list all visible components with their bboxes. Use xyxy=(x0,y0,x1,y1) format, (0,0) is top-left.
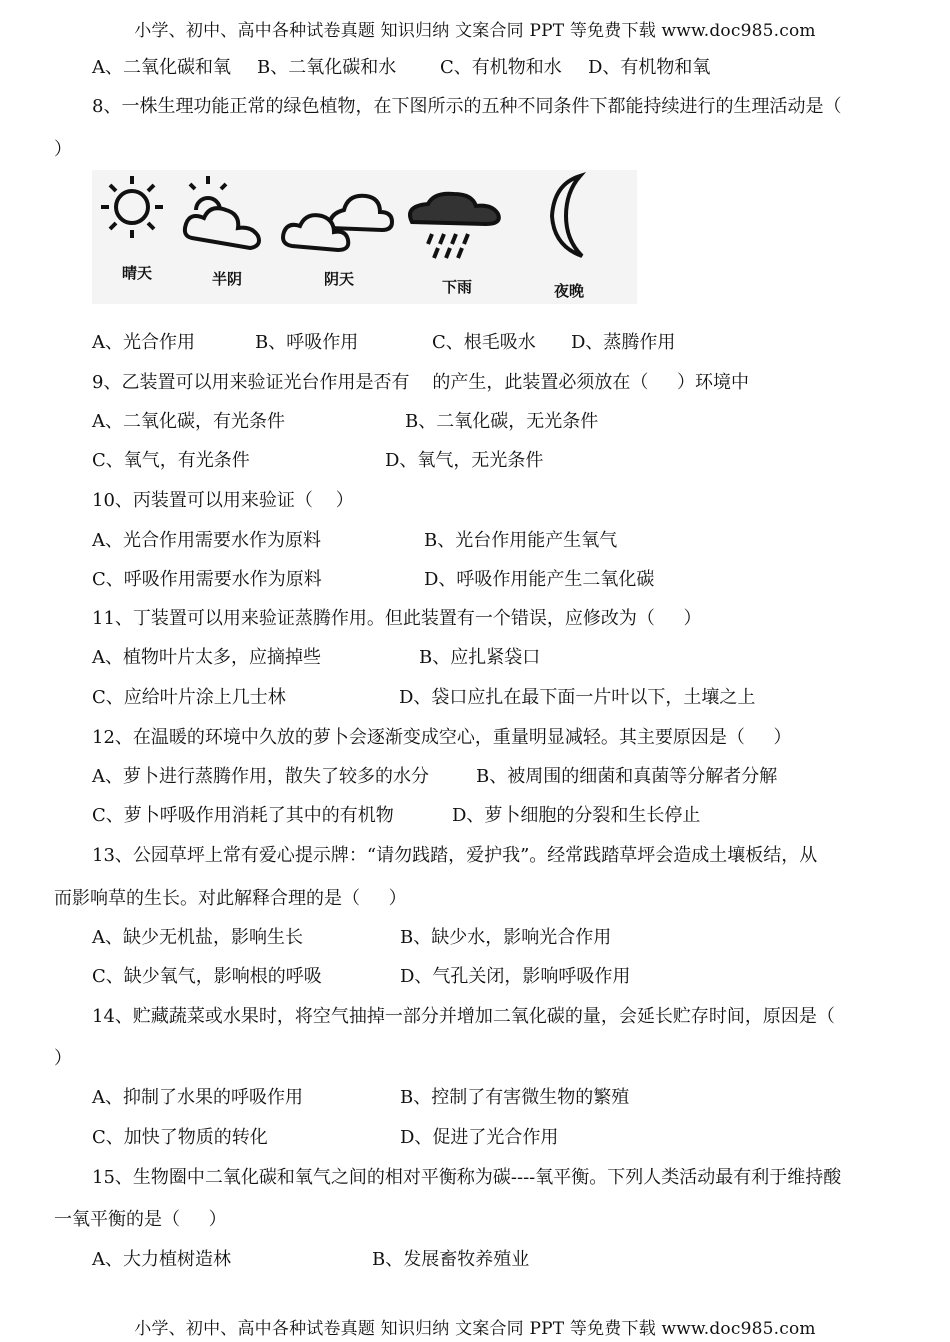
weather-label-partly-cloudy: 半阴 xyxy=(212,270,243,288)
q9-stem: 9、乙装置可以用来验证光台作用是否有 的产生，此装置必须放在（ ）环境中 xyxy=(92,372,749,393)
q15-stem-cont: 一氧平衡的是（ ） xyxy=(54,1209,227,1230)
q9-option-c: C、氧气，有光条件 xyxy=(92,450,250,471)
q10-option-d: D、呼吸作用能产生二氧化碳 xyxy=(424,569,655,590)
weather-figure xyxy=(92,170,637,304)
q12-option-a: A、萝卜进行蒸腾作用，散失了较多的水分 xyxy=(92,766,429,787)
q11-stem: 11、丁装置可以用来验证蒸腾作用。但此装置有一个错误，应修改为（ ） xyxy=(92,608,702,629)
q11-option-d: D、袋口应扎在最下面一片叶以下，土壤之上 xyxy=(399,687,756,708)
weather-label-night: 夜晚 xyxy=(554,282,585,300)
rain-icon xyxy=(410,194,499,258)
q8-option-c: C、根毛吸水 xyxy=(432,332,536,353)
q13-option-d: D、气孔关闭，影响呼吸作用 xyxy=(400,966,631,987)
q15-stem: 15、生物圈中二氧化碳和氧气之间的相对平衡称为碳----氧平衡。下列人类活动最有利于维持酸 xyxy=(92,1167,842,1188)
q10-option-c: C、呼吸作用需要水作为原料 xyxy=(92,569,322,590)
q8-stem-paren: ） xyxy=(54,139,72,160)
q12-option-d: D、萝卜细胞的分裂和生长停止 xyxy=(452,805,701,826)
q10-option-b: B、光台作用能产生氧气 xyxy=(424,530,618,551)
q8-option-b: B、呼吸作用 xyxy=(255,332,359,353)
q9-option-a: A、二氧化碳，有光条件 xyxy=(92,411,285,432)
weather-label-rain: 下雨 xyxy=(442,278,473,296)
q7-option-b: B、二氧化碳和水 xyxy=(257,57,397,78)
q7-option-c: C、有机物和水 xyxy=(440,57,562,78)
q11-option-c: C、应给叶片涂上几士林 xyxy=(92,687,286,708)
weather-label-sunny: 晴天 xyxy=(122,264,153,282)
q14-option-b: B、控制了有害微生物的繁殖 xyxy=(400,1087,630,1108)
q12-option-b: B、被周围的细菌和真菌等分解者分解 xyxy=(476,766,778,787)
page-footer: 小学、初中、高中各种试卷真题 知识归纳 文案合同 PPT 等免费下载 www.doc985.com xyxy=(134,1319,816,1339)
q8-option-a: A、光合作用 xyxy=(92,332,195,353)
q9-option-b: B、二氧化碳，无光条件 xyxy=(405,411,599,432)
q13-stem: 13、公园草坪上常有爱心提示牌：“请勿践踏，爱护我”。经常践踏草坪会造成土壤板结，从 xyxy=(92,845,818,866)
weather-label-cloudy: 阴天 xyxy=(324,270,355,288)
q15-option-b: B、发展畜牧养殖业 xyxy=(372,1249,530,1270)
q14-option-c: C、加快了物质的转化 xyxy=(92,1127,268,1148)
q10-option-a: A、光合作用需要水作为原料 xyxy=(92,530,321,551)
q13-option-a: A、缺少无机盐，影响生长 xyxy=(92,927,303,948)
cloudy-icon xyxy=(283,196,392,250)
q8-option-d: D、蒸腾作用 xyxy=(571,332,676,353)
moon-icon xyxy=(552,176,582,256)
q14-stem-paren: ） xyxy=(54,1048,72,1069)
q13-stem-cont: 而影响草的生长。对此解释合理的是（ ） xyxy=(54,888,407,909)
q7-option-d: D、有机物和氧 xyxy=(588,57,711,78)
sun-icon xyxy=(101,176,163,238)
q14-option-d: D、促进了光合作用 xyxy=(400,1127,559,1148)
q14-option-a: A、抑制了水果的呼吸作用 xyxy=(92,1087,303,1108)
q7-option-a: A、二氧化碳和氧 xyxy=(92,57,231,78)
partly-cloudy-icon xyxy=(185,176,259,248)
page-header: 小学、初中、高中各种试卷真题 知识归纳 文案合同 PPT 等免费下载 www.doc985.com xyxy=(134,21,816,41)
q11-option-b: B、应扎紧袋口 xyxy=(419,647,541,668)
q10-stem: 10、丙装置可以用来验证（ ） xyxy=(92,490,354,511)
q13-option-b: B、缺少水，影响光合作用 xyxy=(400,927,612,948)
q14-stem: 14、贮藏蔬菜或水果时，将空气抽掉一部分并增加二氧化碳的量，会延长贮存时间，原因是（ xyxy=(92,1006,835,1027)
q8-stem: 8、一株生理功能正常的绿色植物，在下图所示的五种不同条件下都能持续进行的生理活动是（ xyxy=(92,96,842,117)
q12-stem: 12、在温暖的环境中久放的萝卜会逐渐变成空心，重量明显减轻。其主要原因是（ ） xyxy=(92,727,792,748)
q11-option-a: A、植物叶片太多，应摘掉些 xyxy=(92,647,321,668)
q9-option-d: D、氧气，无光条件 xyxy=(385,450,544,471)
q15-option-a: A、大力植树造林 xyxy=(92,1249,231,1270)
q13-option-c: C、缺少氧气，影响根的呼吸 xyxy=(92,966,322,987)
q12-option-c: C、萝卜呼吸作用消耗了其中的有机物 xyxy=(92,805,394,826)
